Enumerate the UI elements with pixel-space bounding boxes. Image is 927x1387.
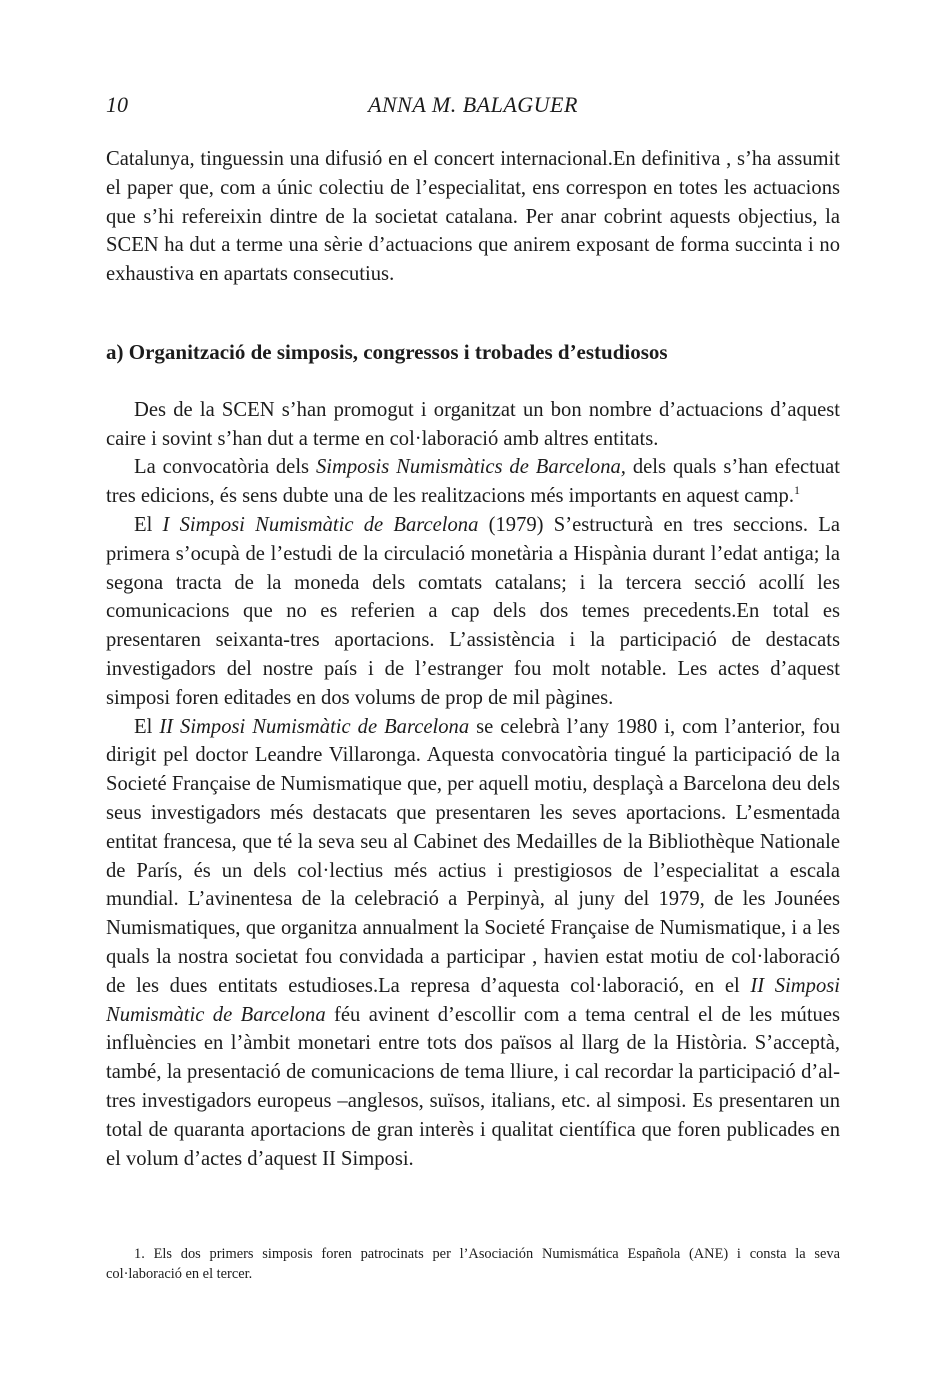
page-number: 10 — [106, 92, 128, 117]
paragraph-scen-actions: Des de la SCEN s’han promogut i organitzat un bon nombre d’actuacions d’aquest caire i sovint s’han dut a terme en col·laboració amb altres entitats. — [106, 398, 840, 450]
footnote — [106, 1244, 840, 1284]
paragraph-second-simposi — [106, 713, 840, 1174]
paragraph-intro: Catalunya, tinguessin una difusió en el concert internacional.En definitiva , s’ha assumit el paper que, com a únic colectiu de l’especialitat, ens correspon en totes les actuacions que s’hi refereixin dintre de la societat catalana. Per anar cobrint aquests objectius, la SCEN ha dut a terme una sèrie d’actuacions que anirem exposant de forma succinta i no exhaustiva en apartats consecutius. — [106, 148, 840, 286]
italic-title: II Simposi Numismàtic de Barcelona — [106, 974, 840, 1026]
text-run: El — [134, 513, 163, 536]
body-text — [106, 145, 840, 1173]
text-run: féu avinent d’escollir com a tema central el de les mútues influències en l’àmbit monetari entre tots dos països al llarg de la Història. S’acceptà, també, la presentació de comunicacions de tema lliure, i cal recordar la participació d’altres investigadors europeus –anglesos, suïsos, italians, etc. al simposi. Es presentaren un total de quaranta aportacions de gran interès i qualitat científica que foren publicades en el volum d’actes d’aquest II Simposi. — [106, 1003, 840, 1170]
italic-title: II Simposi Numismàtic de Barcelona — [159, 715, 470, 738]
text-run: dels quals s’han efectuat tres edicions, és sens dubte una de les realitzacions més importants en aquest camp. — [106, 456, 840, 508]
running-head: ANNA M. BALAGUER — [368, 92, 578, 117]
paragraph-simposis — [106, 453, 840, 511]
page-header — [106, 92, 840, 124]
footnote-ref[interactable]: 1 — [793, 483, 800, 498]
italic-title: Simposis Numismàtics de Barcelona, — [315, 456, 626, 479]
italic-title: I Simposi Numismàtic de Barcelona — [162, 513, 479, 536]
text-run: La convocatòria dels — [134, 456, 316, 479]
footnote-text: 1. Els dos primers simposis foren patrocinats per l’Asociación Numismática Española (ANE) i consta la seva col·laboració en el tercer. — [106, 1246, 840, 1282]
text-run: (1979) S’estructurà en tres seccions. La primera s’ocupà de l’estudi de la circulació monetària a Hispània durant l’edat antiga; la segona tracta de la moneda dels comtats catalans; i la tercera secció acollí les comunicacions que no es referien a cap dels dos temes precedents.En total es presentaren seixanta-tres aportacions. L’assistència i la participació de destacats investigadors del nostre país i de l’estranger fou molt notable. Les actes d’aquest simposi foren editades en dos volums de prop de mil pàgines. — [106, 513, 840, 709]
text-run: El — [134, 715, 160, 738]
section-heading: a) Organització de simposis, congressos i trobades d’estudiosos — [106, 339, 668, 364]
paragraph-first-simposi — [106, 511, 840, 713]
text-run: se celebrà l’any 1980 i, com l’anterior, fou dirigit pel doctor Leandre Villaronga. Aquesta convocatòria tingué la participació de la Societé Française de Numismatique que, per aquell motiu, desplaçà a Barcelona deu dels seus investigadors més destacats que presentaren les seves aportacions. L’esmentada entitat francesa, que té la seva seu al Cabinet des Medailles de la Bibliothèque Nationale de París, és un dels col·lectius més actius i prestigiosos de l’especialitat a escala mundial. L’avinentesa de la celebració a Perpinyà, al juny del 1979, de les Jounées Numismatiques, que organitza annualment la Societé Française de Numismatique, i a les quals la nostra societat fou convidada a participar , havien estat motiu de col·laboració de les dues entitats estudioses.La represa d’aquesta col·laboració, en el — [106, 715, 841, 997]
